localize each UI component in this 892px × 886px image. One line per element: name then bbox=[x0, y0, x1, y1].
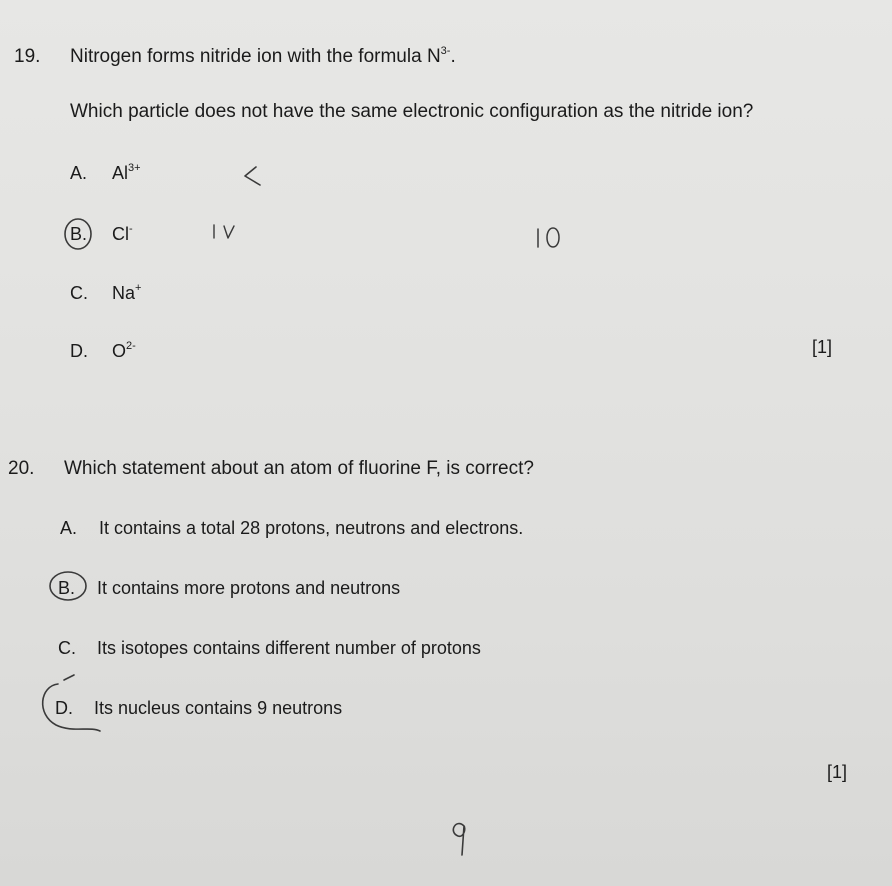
q20-option-c-text: Its isotopes contains different number of protons bbox=[97, 638, 481, 658]
formula-charge: 3- bbox=[440, 45, 451, 57]
q19-option-d-text bbox=[112, 341, 136, 362]
tick-mark-q19-a bbox=[245, 167, 260, 185]
formula-base: N bbox=[426, 46, 441, 67]
scribble-q19-b-b bbox=[538, 228, 559, 247]
q19-option-a-letter: A. bbox=[70, 163, 88, 183]
q20-option-c-letter: C. bbox=[58, 638, 76, 658]
q19-option-a-text bbox=[112, 163, 141, 184]
q20-option-d-text: Its nucleus contains 9 neutrons bbox=[94, 698, 343, 718]
q19-option-c-charge: + bbox=[135, 282, 142, 294]
nitride-formula bbox=[427, 46, 456, 67]
q19-option-c-base: Na bbox=[112, 283, 136, 303]
q20-option-b-letter: B. bbox=[58, 578, 76, 598]
q19-option-b-letter: B. bbox=[70, 224, 88, 244]
formula-period: . bbox=[450, 46, 456, 67]
scribble-bottom-nine bbox=[453, 824, 464, 855]
question-20-question: Which statement about an atom of fluorine F, is correct? bbox=[64, 458, 534, 479]
q19-option-c-letter: C. bbox=[70, 283, 88, 303]
question-19-mark: [1] bbox=[812, 337, 833, 357]
q20-option-d-letter: D. bbox=[55, 698, 73, 718]
q20-option-a-text: It contains a total 28 protons, neutrons and electrons. bbox=[99, 518, 524, 538]
q19-option-b-text bbox=[112, 224, 133, 245]
q19-option-b-base: Cl bbox=[112, 224, 129, 244]
q20-option-a-letter: A. bbox=[60, 518, 78, 538]
q19-option-a-charge: 3+ bbox=[128, 162, 141, 174]
question-19-question: Which particle does not have the same electronic configuration as the nitride ion? bbox=[70, 101, 754, 122]
question-19-stem bbox=[70, 46, 456, 68]
q20-option-b-text: It contains more protons and neutrons bbox=[97, 578, 401, 598]
q19-option-a-base: Al bbox=[112, 163, 129, 183]
question-20-mark-text: [1] bbox=[827, 762, 848, 782]
q19-option-c-text bbox=[112, 283, 141, 304]
question-20-number: 20. bbox=[8, 458, 35, 479]
q19-option-d-letter: D. bbox=[70, 341, 88, 361]
scribble-q19-b-a bbox=[214, 225, 234, 238]
q19-option-b-charge: - bbox=[129, 223, 133, 235]
question-19-number: 19. bbox=[14, 46, 41, 67]
q19-option-d-base: O bbox=[112, 341, 127, 361]
q19-option-d-charge: 2- bbox=[126, 340, 136, 352]
question-19-stem-text: Nitrogen forms nitride ion with the formula bbox=[70, 46, 427, 67]
question-20-mark bbox=[827, 762, 847, 783]
